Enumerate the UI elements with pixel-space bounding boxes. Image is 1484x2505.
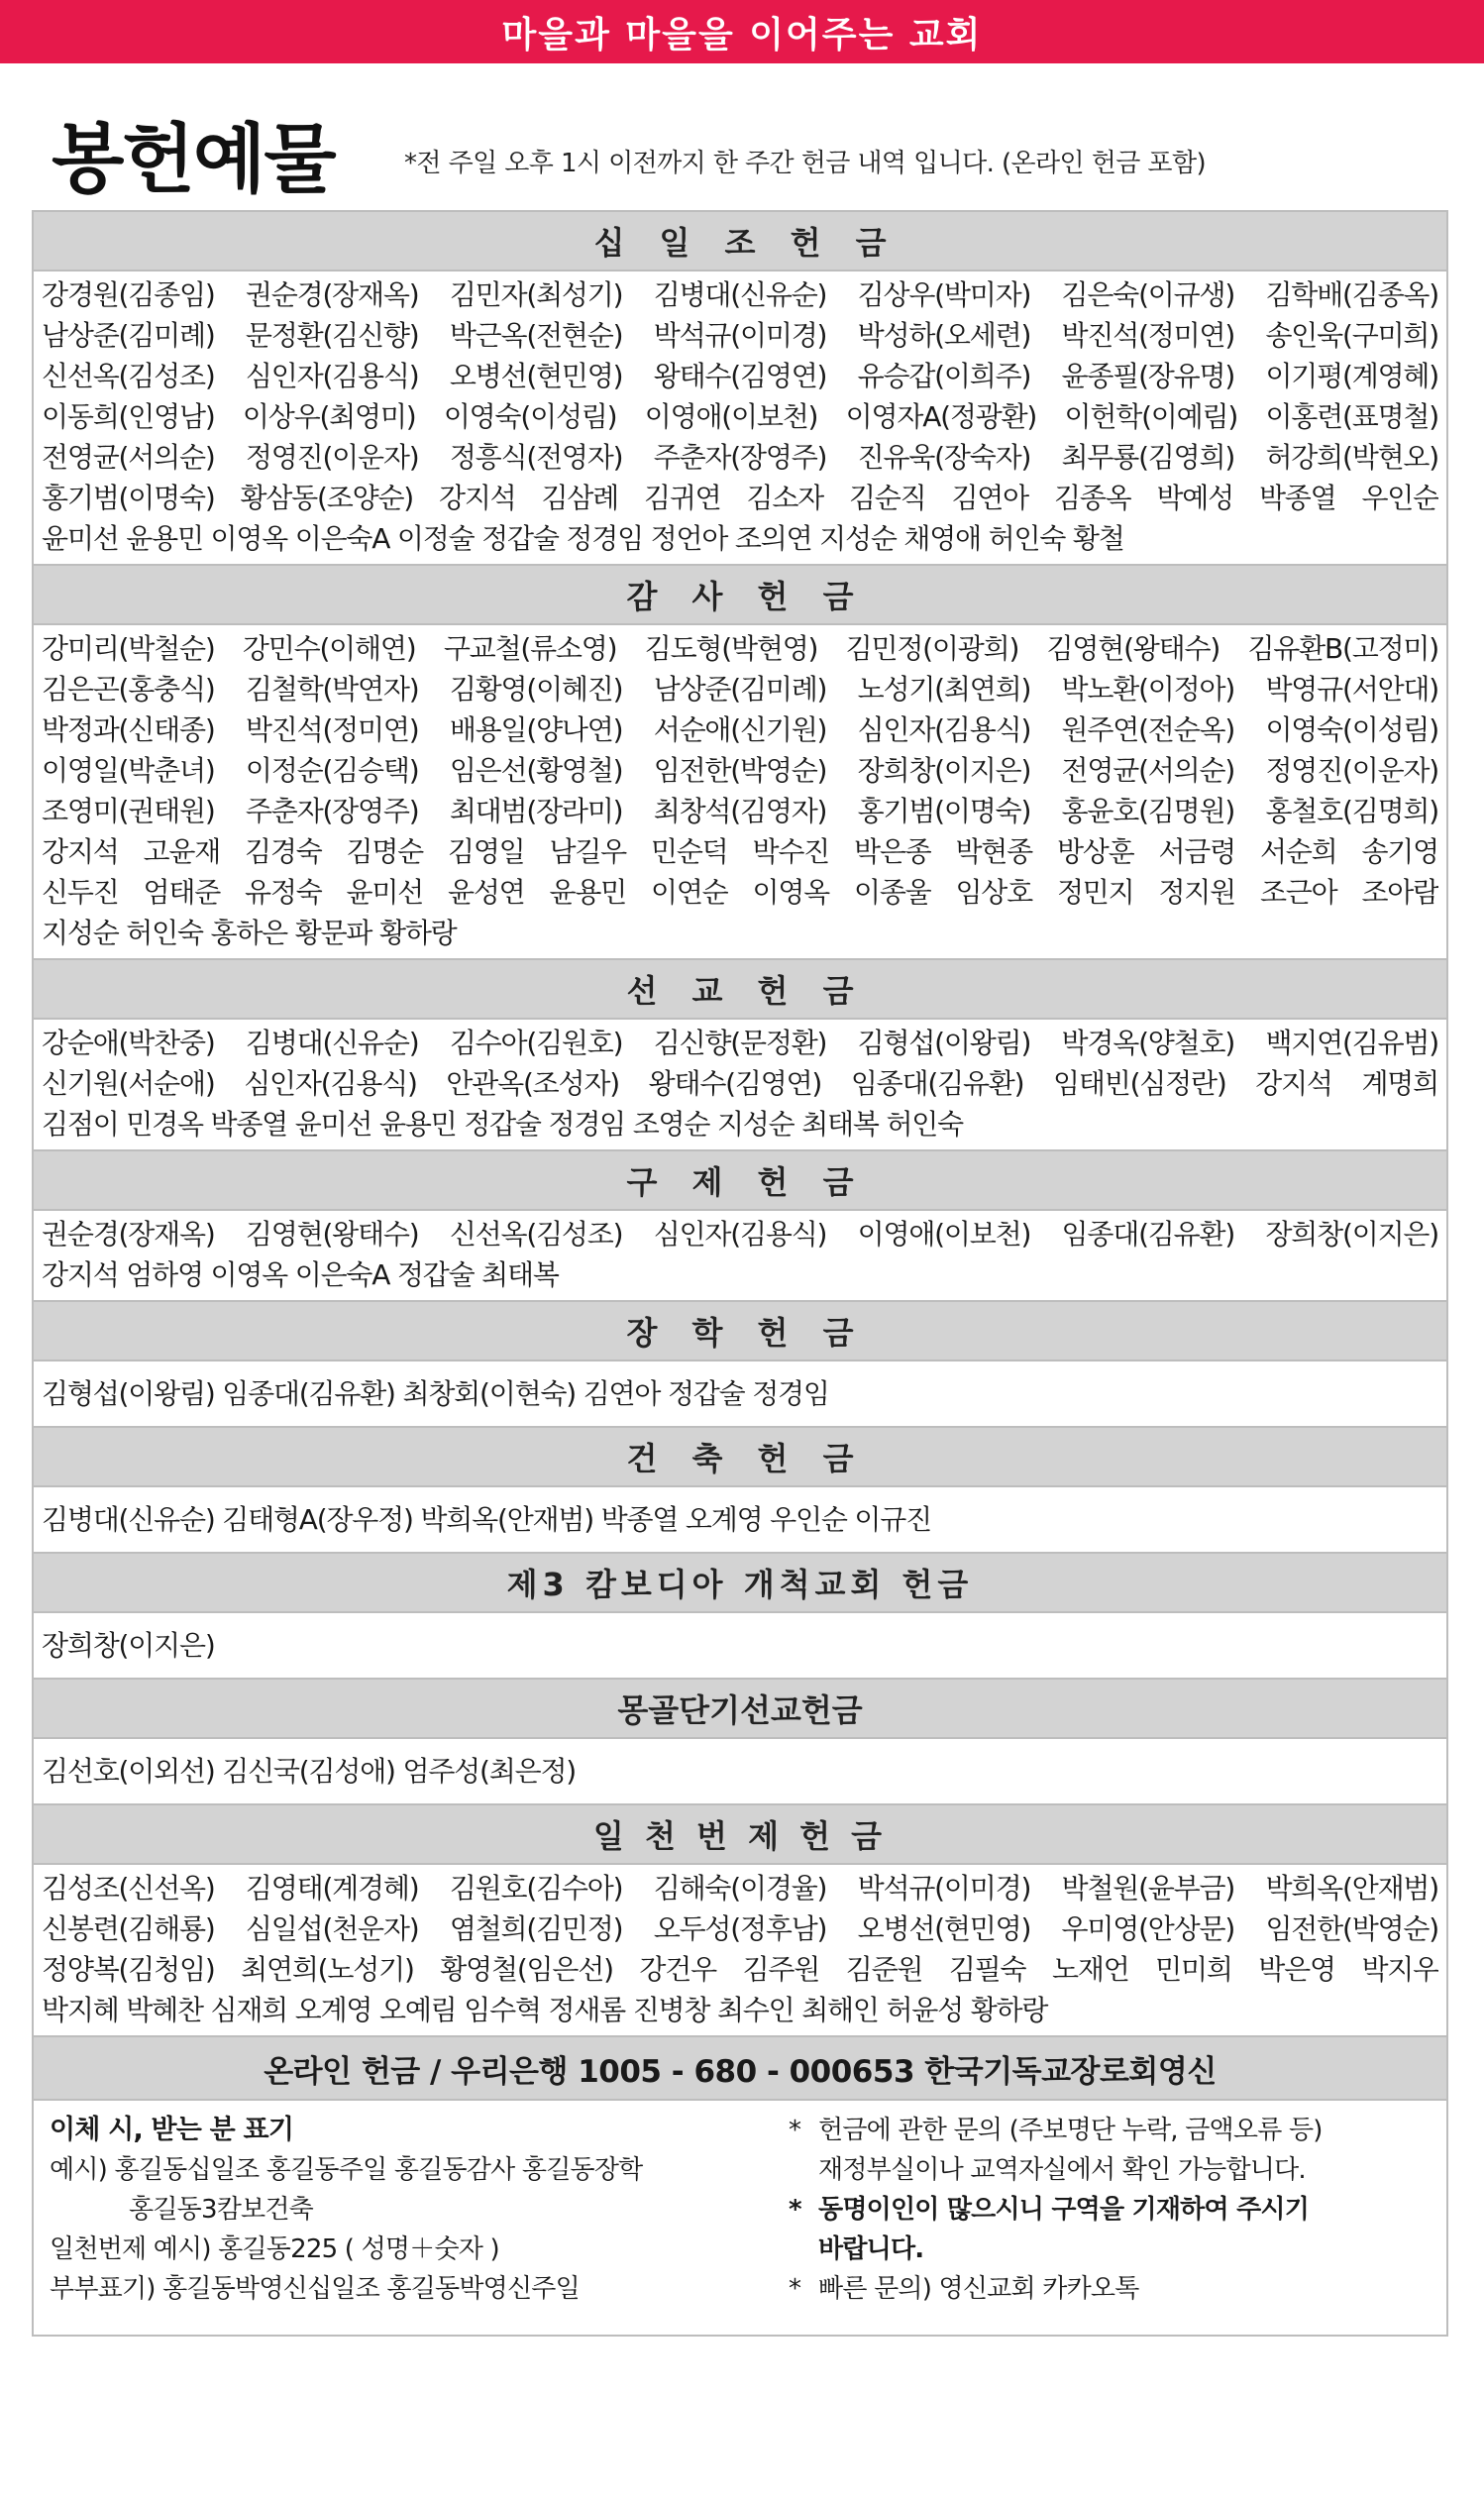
name-line: 신봉련(김해룡) 심일섭(천운자) 염철희(김민정) 오두성(정후남) 오병선(현민영) 우미영(안상문) 임전한(박영순) bbox=[42, 1912, 1438, 1945]
notice-text: *전 주일 오후 1시 이전까지 한 주간 헌금 내역 입니다. (온라인 헌금 포함) bbox=[404, 149, 1207, 178]
name-line: 이영일(박춘녀) 이정순(김승택) 임은선(황영철) 임전한(박영순) 장희창(이지은) 전영균(서의순) 정영진(이운자) bbox=[42, 754, 1438, 787]
guide-example-3: 부부표기) 홍길동박영신십일조 홍길동박영신주일 bbox=[50, 2274, 580, 2304]
name-line: 김병대(신유순) 김태형A(장우정) 박희옥(안재범) 박종열 오계영 우인순 이규진 bbox=[42, 1503, 931, 1536]
name-line: 김형섭(이왕림) 임종대(김유환) 최창회(이현숙) 김연아 정갑술 정경임 bbox=[42, 1377, 829, 1410]
name-line: 조영미(권태원) 주춘자(장영주) 최대범(장라미) 최창석(김영자) 홍기범(이명숙) 홍윤호(김명원) 홍철호(김명희) bbox=[42, 795, 1438, 827]
section-body-cambodia bbox=[34, 1613, 1446, 1680]
name-line: 정양복(김청임) 최연희(노성기) 황영철(임은선) 강건우 김주원 김준원 김필숙 노재언 민미희 박은영 박지우 bbox=[42, 1953, 1438, 1986]
name-line: 강지석 엄하영 이영옥 이은숙A 정갑술 최태복 bbox=[42, 1258, 559, 1291]
section-body-tithe bbox=[34, 272, 1446, 566]
asterisk-icon: * bbox=[789, 2116, 801, 2145]
asterisk-icon: * bbox=[789, 2195, 801, 2225]
online-account-info: 온라인 헌금 / 우리은행 1005 - 680 - 000653 한국기독교장로회영신 bbox=[34, 2037, 1446, 2101]
name-line: 박지혜 박혜찬 심재희 오계영 오예림 임수혁 정새롬 진병창 최수인 최해인 허윤성 황하랑 bbox=[42, 1994, 1048, 2026]
section-heading-tithe: 십 일 조 헌 금 bbox=[34, 212, 1446, 272]
section-body-building bbox=[34, 1487, 1446, 1554]
name-line: 장희창(이지은) bbox=[42, 1629, 215, 1662]
section-heading-building: 건 축 헌 금 bbox=[34, 1428, 1446, 1487]
inquiry-note-2: 동명이인이 많으시니 구역을 기재하여 주시기 bbox=[818, 2195, 1310, 2225]
section-heading-thousand: 일 천 번 제 헌 금 bbox=[34, 1805, 1446, 1865]
guide-title: 이체 시, 받는 분 표기 bbox=[50, 2115, 294, 2145]
section-body-thousand bbox=[34, 1865, 1446, 2037]
name-line: 강미리(박철순) 강민수(이해연) 구교철(류소영) 김도형(박현영) 김민정(이광희) 김영현(왕태수) 김유환B(고정미) bbox=[42, 632, 1438, 665]
offering-table bbox=[32, 210, 1448, 2337]
name-line: 신기원(서순애) 심인자(김용식) 안관옥(조성자) 왕태수(김영연) 임종대(김유환) 임태빈(심정란) 강지석 계명희 bbox=[42, 1067, 1438, 1100]
transfer-guide-left bbox=[50, 2111, 789, 2323]
section-heading-mongolia: 몽골단기선교헌금 bbox=[34, 1680, 1446, 1739]
name-line: 강지석 고윤재 김경숙 김명순 김영일 남길우 민순덕 박수진 박은종 박현종 방상훈 서금령 서순희 송기영 bbox=[42, 835, 1438, 868]
name-line: 김선호(이외선) 김신국(김성애) 엄주성(최은정) bbox=[42, 1755, 577, 1788]
name-line: 권순경(장재옥) 김영현(왕태수) 신선옥(김성조) 심인자(김용식) 이영애(이보천) 임종대(김유환) 장희창(이지은) bbox=[42, 1218, 1438, 1251]
name-line: 전영균(서의순) 정영진(이운자) 정흥식(전영자) 주춘자(장영주) 진유욱(장숙자) 최무룡(김영희) 허강희(박현오) bbox=[42, 441, 1438, 474]
name-line: 신선옥(김성조) 심인자(김용식) 오병선(현민영) 왕태수(김영연) 유승갑(이희주) 윤종필(장유명) 이기평(계영혜) bbox=[42, 360, 1438, 392]
section-heading-scholarship: 장 학 헌 금 bbox=[34, 1302, 1446, 1361]
inquiry-note-1: 헌금에 관한 문의 (주보명단 누락, 금액오류 등) bbox=[818, 2116, 1323, 2145]
guide-example-1b: 홍길동3캄보건축 bbox=[129, 2195, 313, 2225]
section-body-relief bbox=[34, 1211, 1446, 1302]
name-line: 이동희(인영남) 이상우(최영미) 이영숙(이성림) 이영애(이보천) 이영자A(정광환) 이헌학(이예림) 이홍련(표명철) bbox=[42, 400, 1438, 433]
transfer-guide-right bbox=[789, 2111, 1431, 2323]
name-line: 지성순 허인숙 홍하은 황문파 황하랑 bbox=[42, 917, 457, 949]
name-line: 홍기범(이명숙) 황삼동(조양순) 강지석 김삼례 김귀연 김소자 김순직 김연아 김종옥 박예성 박종열 우인순 bbox=[42, 482, 1438, 514]
name-line: 강순애(박찬중) 김병대(신유순) 김수아(김원호) 김신향(문정환) 김형섭(이왕림) 박경옥(양철호) 백지연(김유범) bbox=[42, 1027, 1438, 1059]
inquiry-note-1b: 재정부실이나 교역자실에서 확인 가능합니다. bbox=[818, 2155, 1306, 2185]
inquiry-note-2b: 바랍니다. bbox=[818, 2234, 924, 2264]
section-body-scholarship bbox=[34, 1361, 1446, 1428]
name-line: 신두진 엄태준 유정숙 윤미선 윤성연 윤용민 이연순 이영옥 이종울 임상호 정민지 정지원 조근아 조아람 bbox=[42, 876, 1438, 909]
name-line: 남상준(김미례) 문정환(김신향) 박근옥(전현순) 박석규(이미경) 박성하(오세련) 박진석(정미연) 송인욱(구미희) bbox=[42, 319, 1438, 352]
name-line: 강경원(김종임) 권순경(장재옥) 김민자(최성기) 김병대(신유순) 김상우(박미자) 김은숙(이규생) 김학배(김종옥) bbox=[42, 278, 1438, 311]
name-line: 김성조(신선옥) 김영태(계경혜) 김원호(김수아) 김해숙(이경율) 박석규(이미경) 박철원(윤부금) 박희옥(안재범) bbox=[42, 1872, 1438, 1905]
inquiry-note-3: 빠른 문의) 영신교회 카카오톡 bbox=[818, 2274, 1139, 2304]
transfer-guide bbox=[34, 2101, 1446, 2335]
name-line: 윤미선 윤용민 이영옥 이은숙A 이정술 정갑술 정경임 정언아 조의연 지성순 채영애 허인숙 황철 bbox=[42, 522, 1124, 555]
section-heading-relief: 구 제 헌 금 bbox=[34, 1151, 1446, 1211]
section-body-mission bbox=[34, 1020, 1446, 1151]
name-line: 김은곤(홍충식) 김철학(박연자) 김황영(이혜진) 남상준(김미례) 노성기(최연희) 박노환(이정아) 박영규(서안대) bbox=[42, 673, 1438, 706]
section-body-mongolia bbox=[34, 1739, 1446, 1805]
asterisk-icon: * bbox=[789, 2274, 801, 2304]
header-banner: 마을과 마을을 이어주는 교회 bbox=[0, 0, 1484, 63]
section-heading-thanks: 감 사 헌 금 bbox=[34, 566, 1446, 625]
guide-example-1: 예시) 홍길동십일조 홍길동주일 홍길동감사 홍길동장학 bbox=[50, 2155, 643, 2185]
name-line: 박정과(신태종) 박진석(정미연) 배용일(양나연) 서순애(신기원) 심인자(김용식) 원주연(전순옥) 이영숙(이성림) bbox=[42, 713, 1438, 746]
name-line: 김점이 민경옥 박종열 윤미선 윤용민 정갑술 정경임 조영순 지성순 최태복 허인숙 bbox=[42, 1108, 963, 1141]
section-heading-cambodia: 제3 캄보디아 개척교회 헌금 bbox=[34, 1554, 1446, 1613]
section-body-thanks bbox=[34, 625, 1446, 960]
section-heading-mission: 선 교 헌 금 bbox=[34, 960, 1446, 1020]
guide-example-2: 일천번제 예시) 홍길동225 ( 성명＋숫자 ) bbox=[50, 2234, 499, 2264]
page-title: 봉헌예물 bbox=[52, 115, 335, 203]
